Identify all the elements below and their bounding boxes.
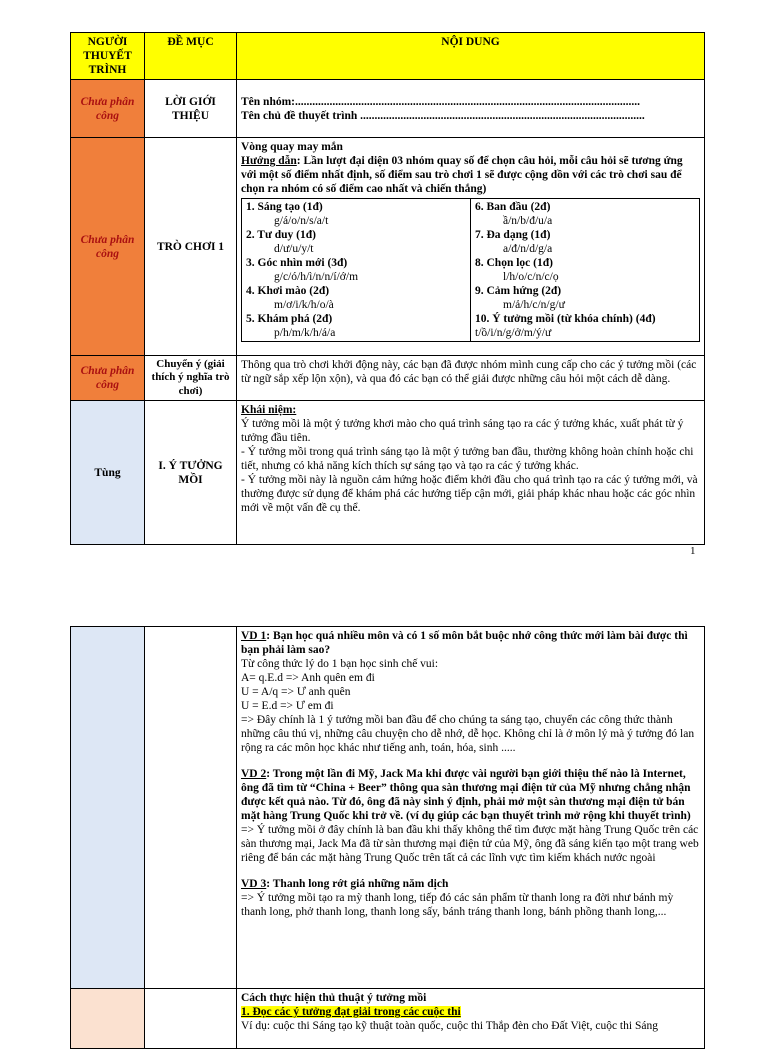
game-right-column	[471, 199, 700, 342]
method-row	[71, 989, 705, 1049]
example-3-label: VD 3	[241, 878, 267, 891]
guide-text: : Lần lượt đại diện 03 nhóm quay số để chọn câu hỏi, mỗi câu hỏi sẽ tương ứng với một số điểm nhất định, số điểm sau trò chơi 1 sẽ được cộng dồn với các trò chơi sau để chọn ra nhóm có số điểm cao nhất và chiến thắng)	[241, 155, 683, 196]
topic-name-line: Tên chủ đề thuyết trình ...................................................................................................	[241, 109, 645, 122]
examples-title	[145, 627, 237, 989]
game-word: ầ/n/b/đ/u/a	[503, 215, 553, 228]
example-1-line: A= q.E.d => Anh quên em đi	[241, 672, 375, 685]
game-guide	[241, 154, 700, 196]
example-1-line: U = A/q => Ư anh quên	[241, 686, 351, 699]
concept-paragraph: - Ý tưởng mồi trong quá trình sáng tạo là một ý tưởng ban đầu, thường không hoàn chỉnh hoặc chi tiết, nhưng có khả năng kích thích sự sáng tạo và tạo ra các ý tưởng khác.	[241, 446, 694, 473]
game-item: 2. Tư duy (1đ)	[246, 229, 316, 242]
example-1-line: Từ công thức lý do 1 bạn học sinh chế vui:	[241, 658, 439, 671]
intro-title: LỜI GIỚI THIỆU	[145, 80, 237, 138]
game-item: 7. Đa dạng (1đ)	[475, 229, 551, 242]
concept-paragraph: - Ý tưởng mồi này là nguồn cảm hứng hoặc điểm khởi đầu cho quá trình tạo ra các ý tưởng mới, và thường được sử dụng để khám phá các hướng tiếp cận mới, giải pháp khác nhau hoặc các góc nhìn mới về một vấn đề cụ thể.	[241, 474, 698, 515]
header-content: NỘI DUNG	[237, 33, 705, 80]
game-item: 1. Sáng tạo (1đ)	[246, 201, 323, 214]
method-title	[145, 989, 237, 1049]
spacer	[241, 755, 700, 767]
method-partial-line: Ví dụ: cuộc thi Sáng tạo kỹ thuật toàn quốc, cuộc thi Thắp đèn cho Đất Việt, cuộc thi Sáng	[241, 1020, 658, 1033]
game-row	[71, 138, 705, 356]
example-3	[241, 877, 700, 891]
examples-owner	[71, 627, 145, 989]
game-left-column	[242, 199, 471, 342]
example-2	[241, 767, 700, 823]
guide-label: Hướng dẫn	[241, 155, 297, 168]
spacer	[241, 865, 700, 877]
header-presenter: NGƯỜI THUYẾT TRÌNH	[71, 33, 145, 80]
intro-owner: Chưa phân công	[71, 80, 145, 138]
game-word: g/á/o/n/s/a/t	[274, 215, 329, 228]
game-item: 9. Cảm hứng (2đ)	[475, 285, 562, 298]
header-row	[71, 33, 705, 80]
game-owner: Chưa phân công	[71, 138, 145, 356]
example-2-text: : Trong một lần đi Mỹ, Jack Ma khi được vài người bạn giới thiệu thế nào là Internet, ông đã tìm từ “China + Beer” thông qua sàn thương mại điện tử của Mỹ nhưng chẳng nhận được kết quả nào. Từ đó, ông đã này sinh ý định, phải mở một sàn thương mại điện tử bán mặt hàng Trung Quốc khi trở về. (ví dụ giúp các bạn thuyết trình mở rộng khi thuyết trình)	[241, 768, 691, 823]
example-1	[241, 629, 700, 657]
examples-content	[237, 627, 705, 989]
method-content	[237, 989, 705, 1049]
example-3-text: : Thanh long rớt giá những năm dịch	[266, 878, 449, 891]
idea-owner: Tùng	[71, 401, 145, 545]
example-3-conclusion: => Ý tưởng mồi tạo ra mỳ thanh long, tiếp đó các sản phẩm từ thanh long ra đời như bánh mỳ thanh long, phở thanh long, thanh long sấy, bánh tráng thanh long, bánh phồng thanh long,...	[241, 892, 674, 919]
transition-owner: Chưa phân công	[71, 356, 145, 401]
method-step-1-text: 1. Đọc các ý tưởng đạt giải trong các cuộc thi	[241, 1006, 461, 1019]
game-word-table	[241, 198, 700, 342]
group-name-line: Tên nhóm:........................................................................................................................	[241, 95, 640, 108]
game-item: 8. Chọn lọc (1đ)	[475, 257, 553, 270]
transition-title: Chuyển ý (giải thích ý nghĩa trò chơi)	[145, 356, 237, 401]
game-word: m/ơ/i/k/h/o/à	[274, 299, 334, 312]
idea-content	[237, 401, 705, 545]
game-word: t/ồ/i/n/g/ở/m/ý/ư	[475, 327, 552, 340]
presentation-table	[70, 32, 705, 545]
method-step-1	[241, 1005, 700, 1019]
concept-paragraph: Ý tưởng mồi là một ý tưởng khơi mào cho quá trình sáng tạo ra các ý tưởng khác, xuất phát từ ý tưởng đầu tiên.	[241, 418, 684, 445]
page-2	[0, 626, 768, 1033]
game-word: p/h/m/k/h/á/a	[274, 327, 336, 340]
example-1-label: VD 1	[241, 630, 267, 642]
game-title: TRÒ CHƠI 1	[145, 138, 237, 356]
game-item: 10. Ý tưởng mồi (từ khóa chính) (4đ)	[475, 313, 656, 326]
game-content	[237, 138, 705, 356]
examples-row	[71, 627, 705, 989]
game-word: m/ả/h/c/n/g/ư	[503, 299, 565, 312]
idea-row	[71, 401, 705, 545]
concept-label: Khái niệm:	[241, 404, 297, 417]
example-2-conclusion: => Ý tưởng mồi ở đây chính là ban đầu khi thấy không thể tìm được mặt hàng Trung Quốc trên các sàn thương mại, Jack Ma đã từ sàn thương mại điện tử của Mỹ, ông đã sáng kiến tạo một trang web riêng để bán các mặt hàng Trung Quốc trên tất cả các lĩnh vực tìm kiếm khách nước ngoài	[241, 824, 699, 865]
example-1-line: => Đây chính là 1 ý tưởng mồi ban đầu để cho chúng ta sáng tạo, chuyển các công thức thành những câu thú vị, những câu chuyện cho dễ nhớ, dễ học. Không chỉ là ở môn lý mà ý tưởng đó lan rộng ra các môn học khác như tiếng anh, toán, hóa, sinh .....	[241, 714, 695, 755]
method-owner	[71, 989, 145, 1049]
game-item: 5. Khám phá (2đ)	[246, 313, 333, 326]
example-1-line: U = E.d => Ư em đi	[241, 700, 334, 713]
idea-title: I. Ý TƯỞNG MỒI	[145, 401, 237, 545]
intro-content	[237, 80, 705, 138]
transition-row	[71, 356, 705, 401]
game-item: 3. Góc nhìn mới (3đ)	[246, 257, 348, 270]
transition-text: Thông qua trò chơi khởi động này, các bạn đã được nhóm mình cung cấp cho các ý tưởng mồi (các từ ngữ sắp xếp lộn xộn), và qua đó các bạn có thể giải được những câu hỏi một cách dễ dàng.	[237, 356, 705, 401]
game-heading: Vòng quay may mắn	[241, 141, 343, 154]
game-item: 6. Ban đầu (2đ)	[475, 201, 551, 214]
game-word: d/ư/u/y/t	[274, 243, 314, 256]
game-word: l/h/o/c/n/c/ọ	[503, 271, 559, 284]
intro-row	[71, 80, 705, 138]
game-word: g/c/ó/h/ì/n/n/í/ớ/m	[274, 271, 359, 284]
example-2-label: VD 2	[241, 768, 267, 781]
game-item: 4. Khơi mào (2đ)	[246, 285, 330, 298]
page-number: 1	[690, 545, 696, 557]
header-section: ĐỀ MỤC	[145, 33, 237, 80]
game-word: a/đ/n/d/g/a	[503, 243, 553, 256]
example-1-question: : Bạn học quá nhiều môn và có 1 số môn bắt buộc nhớ công thức mới làm bài được thì bạn phải làm sao?	[241, 630, 688, 657]
presentation-table-continued	[70, 626, 705, 1049]
method-heading: Cách thực hiện thủ thuật ý tưởng mồi	[241, 992, 427, 1004]
